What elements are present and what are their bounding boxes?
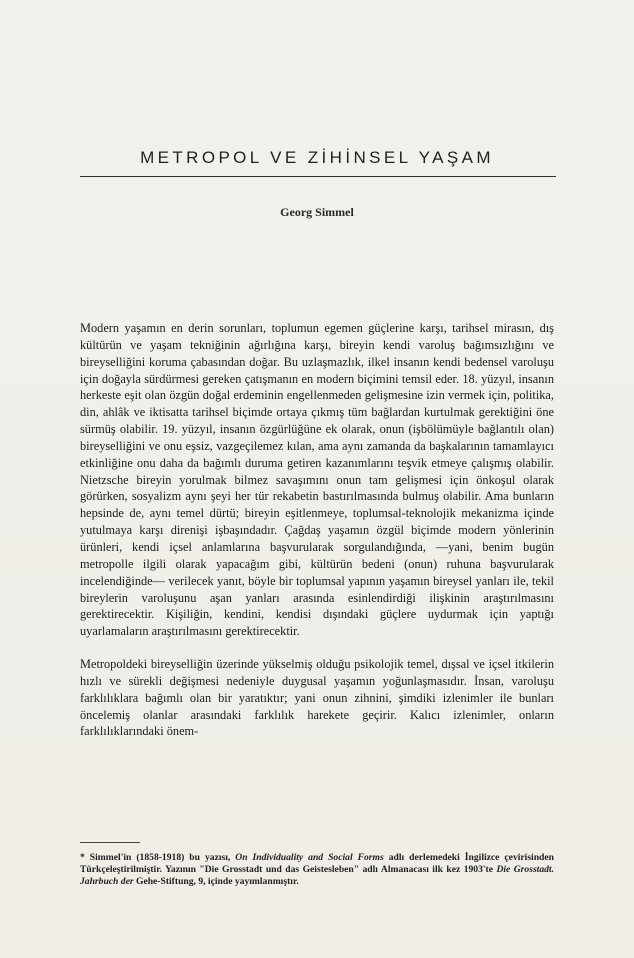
body-paragraph-2: Metropoldeki bireyselliğin üzerinde yükselmiş olduğu psikolojik temel, dışsal ve içsel itkilerin hızlı ve sürekli değişmesi nedeniyle duygusal yaşamın yoğunlaşmasıdır. İnsan, varoluşu farklılıklara bağımlı olan bir yaratıktır; yani onun zihnini, şimdiki izlenimler ile bunları öncelemiş olanlar arasındaki farklılık harekete geçirir. Kalıcı izlenimler, onların farklılıklarındaki önem-	[80, 657, 554, 739]
title-rule	[80, 176, 556, 177]
footnote-tail: Gehe-Stiftung, 9, içinde yayımlanmıştır.	[133, 876, 299, 888]
footnote-lead: * Simmel'in (1858-1918) bu yazısı,	[80, 852, 236, 863]
article-body	[80, 320, 554, 740]
footnote	[80, 852, 554, 889]
body-paragraph-1: Modern yaşamın en derin sorunları, toplumun egemen güçlerine karşı, tarihsel mirasın, dış kültürün ve yaşam tekniğinin ağırlığına karşı, bireyin kendi varoluş bağımsızlığını ve bireyselliğini koruma çabasından doğar. Bu uzlaşmazlık, ilkel insanın kendi bedensel varoluşu için doğayla sürdürmesi gereken çatışmanın en modern biçimini temsil eder. 18. yüzyıl, insanın herkeste eşit olan özgün doğal erdeminin engellenmeden gelişmesine izin vermek için, politika, din, ahlâk ve iktisatta tarihsel biçimde ortaya çıkmış tüm bağlardan kurtulmak gerektiğini öne sürmüş olabilir. 19. yüzyıl, insanın özgürlüğüne ek olarak, onun (işbölümüyle bağlantılı olan) bireyselliğini ve onu eşsiz, vazgeçilemez kılan, ama aynı zamanda da başkalarının tamamlayıcı etkinliğine onu daha da bağımlı duruma getiren kazanımlarını teşvik etmeye çalışmış olabilir. Nietzsche bireyin yorulmak bilmez savaşımını onun tam gelişmesi için önkoşul olarak görürken, sosyalizm aynı şeyi her tür rekabetin bastırılmasında bulmuş olabilir. Ama bunların hepsinde de, aynı temel dürtü; bireyin eşitlenmeye, toplumsal-teknolojik mekanizma içinde yutulmaya karşı direnişi işbaşındadır. Çağdaş yaşamın özgül biçimde modern yönlerinin ürünleri, kendi içsel anlamlarına başvurularak sorgulandığında, —yani, benim bugün metropolle ilgili olarak yapacağım gibi, kültürün bedeni (onun) ruhuna başvurularak incelendiğinde— verilecek yanıt, böyle bir toplumsal yapının yaşamın bireysel yanları ile, tekil bireylerin varoluşunu aşan yanları arasında esinlendirdiği ilişkinin araştırılmasını gerektirecektir. Kişiliğin, kendini, kendisi dışındaki güçlere uydurmak için yaptığı uyarlamaların araştırılmasını gerektirecektir.	[80, 321, 554, 639]
article-author: Georg Simmel	[280, 205, 354, 219]
footnote-rule	[80, 842, 140, 843]
footnote-yearbook: Die Grosstadt. Jahrbuch der	[80, 864, 554, 888]
footnote-mid: adlı derlemedeki İngilizce çevirisinden Türkçeleştirilmiştir. Yazının "Die Grosstadt und das Geistesleben" adlı Almanacası ilk kez 1903'te	[80, 852, 554, 876]
footnote-book-title: On Individuality and Social Forms	[235, 852, 384, 863]
article-title: METROPOL VE ZİHİNSEL YAŞAM	[140, 148, 494, 167]
